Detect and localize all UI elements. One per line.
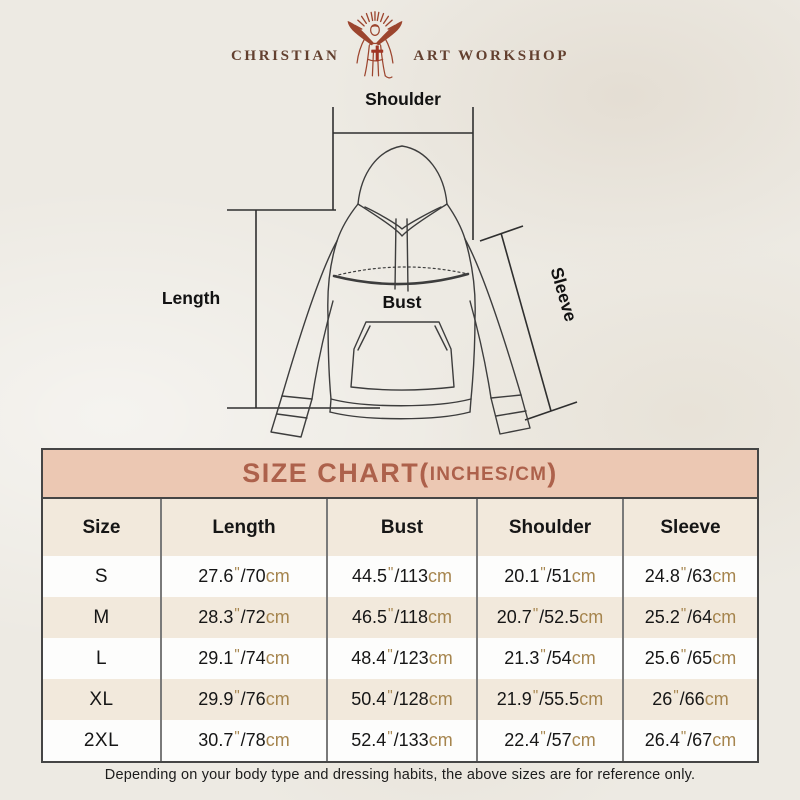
cell-text: cm	[265, 648, 290, 668]
brand-name-right: ART WORKSHOP	[413, 47, 569, 64]
title-main: SIZE CHART(	[242, 458, 430, 488]
measure-bust	[328, 556, 478, 597]
cell-text: /55.5	[539, 689, 580, 709]
cell-text: cm	[428, 607, 453, 627]
cell-text: cm	[571, 566, 596, 586]
table-row-s	[43, 556, 757, 597]
measure-length	[162, 720, 328, 761]
column-header-length: Length	[162, 499, 328, 556]
table-row-m	[43, 597, 757, 638]
brand-name-left: CHRISTIAN	[231, 47, 340, 64]
cell-text: cm	[265, 607, 290, 627]
cell-text: /51	[546, 566, 572, 586]
size-chart-table	[41, 448, 759, 763]
measure-length	[162, 556, 328, 597]
cell-text: 48.4	[351, 648, 387, 668]
cell-text: "	[680, 605, 687, 622]
cell-text: "	[388, 605, 394, 622]
measure-length	[162, 638, 328, 679]
cell-text: "	[387, 687, 393, 704]
cell-text: 50.4	[351, 689, 387, 709]
column-header-sleeve: Sleeve	[660, 516, 721, 538]
size-chart-title	[43, 450, 757, 499]
cell-text: /66	[679, 689, 705, 709]
length-label: Length	[161, 288, 221, 308]
measure-shoulder	[478, 556, 624, 597]
cell-text: "	[680, 646, 687, 663]
cell-text: 52.4	[351, 730, 387, 750]
measure-sleeve	[624, 720, 757, 761]
cell-text: cm	[428, 730, 453, 750]
table-body	[43, 556, 757, 761]
column-header-bust: Bust	[328, 499, 478, 556]
cell-text: 44.5	[351, 566, 387, 586]
bust-dashed-line	[334, 267, 468, 276]
cell-text: 20.1	[504, 566, 540, 586]
size-value: S	[43, 556, 162, 597]
cell-text: "	[540, 728, 546, 745]
measure-bust	[328, 679, 478, 720]
cell-text: cm	[712, 730, 737, 750]
cell-text: cm	[265, 730, 290, 750]
cell-text: 27.6	[198, 566, 234, 586]
column-header-row	[43, 499, 757, 556]
cell-text: /76	[240, 689, 266, 709]
cell-text: 22.4	[504, 730, 540, 750]
cell-text: 25.6	[644, 648, 680, 668]
size-value: M	[43, 597, 162, 638]
column-header-shoulder: Shoulder	[478, 499, 624, 556]
cell-text: cm	[712, 607, 737, 627]
column-header-size: Size	[43, 499, 162, 556]
cell-text: "	[680, 564, 687, 581]
cell-text: /74	[240, 648, 266, 668]
size-value: 2XL	[43, 720, 162, 761]
cell-text: /118	[394, 607, 429, 627]
measure-sleeve	[624, 679, 757, 720]
cell-text: 46.5	[351, 607, 387, 627]
cell-text: 20.7	[496, 607, 532, 627]
cell-text: "	[234, 728, 240, 745]
cell-text: 26	[652, 689, 673, 709]
cell-text: /70	[240, 566, 266, 586]
size-value: L	[43, 638, 162, 679]
cell-text: /128	[393, 689, 429, 709]
cell-text: 29.1	[198, 648, 234, 668]
cell-text: cm	[712, 566, 737, 586]
cell-text: "	[532, 687, 539, 704]
cell-text: /57	[546, 730, 572, 750]
cell-text: cm	[571, 648, 596, 668]
cell-text: cm	[428, 566, 453, 586]
measure-sleeve	[624, 556, 757, 597]
cell-text: /133	[393, 730, 429, 750]
shoulder-label: Shoulder	[365, 89, 441, 109]
table-row-l	[43, 638, 757, 679]
cell-text: "	[387, 646, 393, 663]
cell-text: "	[532, 605, 539, 622]
title-close: )	[547, 458, 558, 488]
sleeve-bottom-cap	[525, 402, 577, 420]
cell-text: 26.4	[644, 730, 680, 750]
cell-text: /67	[687, 730, 713, 750]
cell-text: /63	[687, 566, 713, 586]
measure-length	[162, 597, 328, 638]
cell-text: /113	[394, 566, 429, 586]
cell-text: cm	[579, 607, 604, 627]
cell-text: cm	[265, 689, 290, 709]
measure-shoulder	[478, 679, 624, 720]
cell-text: "	[540, 564, 546, 581]
cell-text: "	[234, 605, 240, 622]
cell-text: cm	[428, 648, 453, 668]
cell-text: /72	[240, 607, 266, 627]
cell-text: cm	[265, 566, 290, 586]
cell-text: "	[540, 646, 546, 663]
cell-text: cm	[712, 648, 737, 668]
bust-label: Bust	[382, 292, 422, 312]
cell-text: cm	[571, 730, 596, 750]
cell-text: 21.3	[504, 648, 540, 668]
cell-text: /54	[546, 648, 572, 668]
measure-length	[162, 679, 328, 720]
cell-text: "	[680, 728, 687, 745]
sleeve-measure-line	[501, 233, 551, 411]
cell-text: /64	[687, 607, 713, 627]
size-value: XL	[43, 679, 162, 720]
table-row-2xl	[43, 720, 757, 761]
bust-solid-line	[334, 274, 468, 284]
cell-text: "	[387, 728, 393, 745]
sleeve-label: Sleeve	[546, 264, 582, 324]
cell-text: 21.9	[496, 689, 532, 709]
measure-shoulder	[478, 597, 624, 638]
measure-bust	[328, 597, 478, 638]
cell-text: "	[673, 687, 679, 704]
cell-text: cm	[704, 689, 729, 709]
cell-text: 24.8	[644, 566, 680, 586]
measure-bust	[328, 720, 478, 761]
cell-text: cm	[579, 689, 604, 709]
cell-text: 25.2	[644, 607, 680, 627]
cell-text: 29.9	[198, 689, 234, 709]
measure-shoulder	[478, 638, 624, 679]
footer-note: Depending on your body type and dressing habits, the above sizes are for reference only.	[104, 767, 696, 783]
cell-text: 30.7	[198, 730, 234, 750]
cell-text: cm	[428, 689, 453, 709]
cell-text: "	[388, 564, 394, 581]
measurement-lines	[227, 107, 577, 420]
cell-text: /52.5	[539, 607, 580, 627]
cell-text: "	[234, 564, 240, 581]
cell-text: "	[234, 687, 240, 704]
measure-sleeve	[624, 638, 757, 679]
title-unit: INCHES/CM	[429, 463, 548, 485]
measure-sleeve	[624, 597, 757, 638]
cell-text: "	[234, 646, 240, 663]
cell-text: /78	[240, 730, 266, 750]
cell-text: /123	[393, 648, 429, 668]
measure-bust	[328, 638, 478, 679]
cell-text: 28.3	[198, 607, 234, 627]
table-row-xl	[43, 679, 757, 720]
cell-text: /65	[687, 648, 713, 668]
measure-shoulder	[478, 720, 624, 761]
